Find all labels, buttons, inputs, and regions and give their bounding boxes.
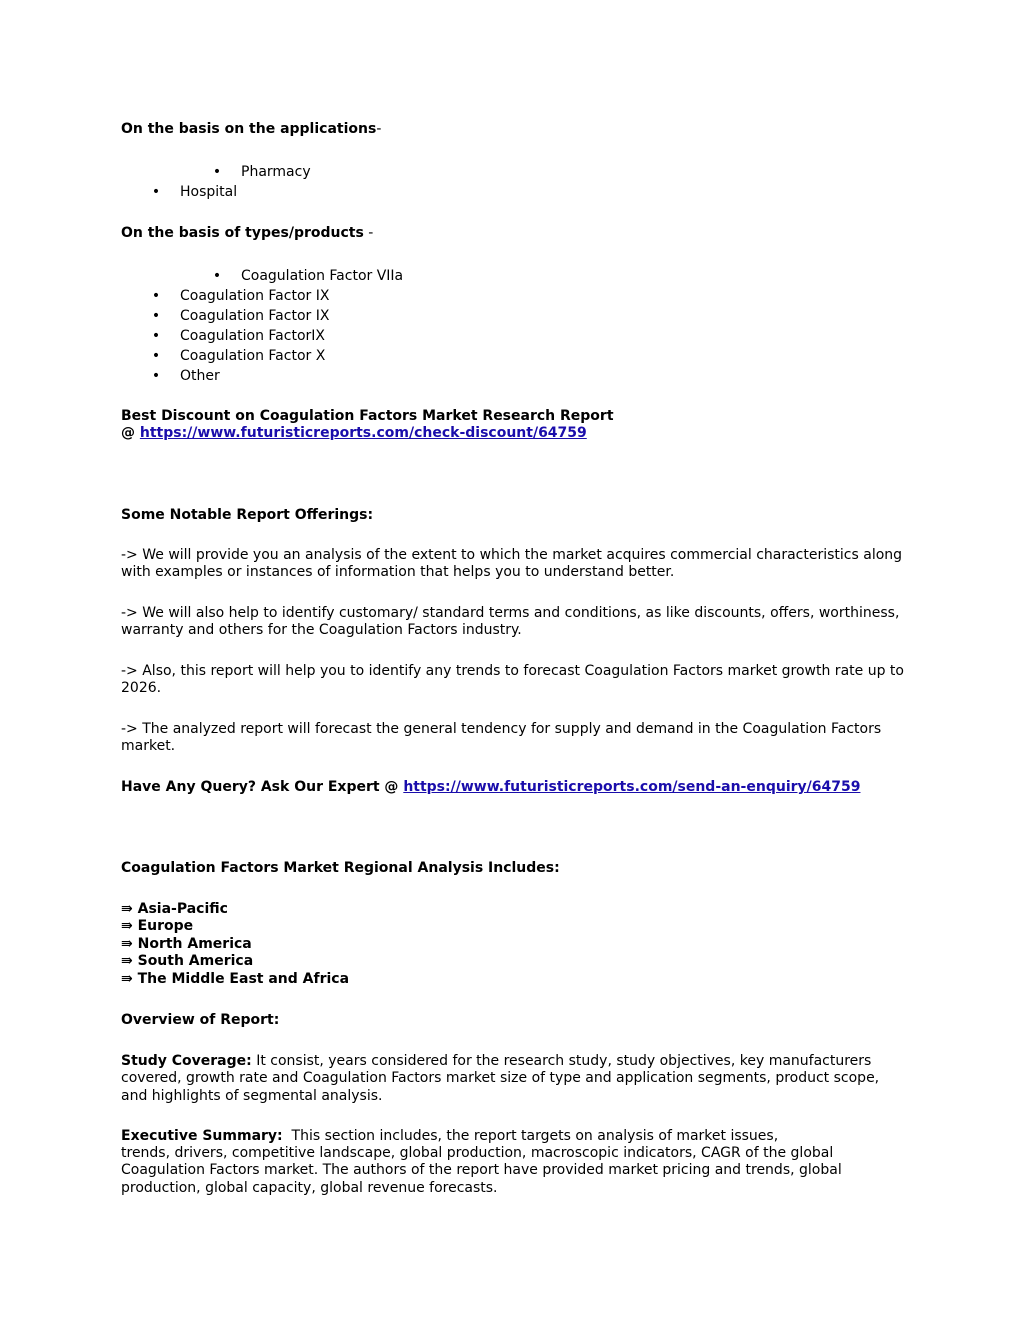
- type-item: Coagulation FactorIX: [180, 328, 325, 344]
- region-item: [121, 953, 253, 970]
- regional-heading: Coagulation Factors Market Regional Analysis Includes:: [121, 860, 560, 876]
- bullet-icon: •: [151, 288, 161, 304]
- executive-summary-text: This section includes, the report targets on analysis of market issues,: [282, 1128, 779, 1144]
- double-arrow-icon: ⇛: [121, 971, 133, 987]
- type-item: Coagulation Factor IX: [180, 308, 330, 324]
- types-heading-suffix: -: [363, 225, 374, 241]
- study-coverage-text: It consist, years considered for the research study, study objectives, key manufacturers covered, growth rate and Coagulation Factors market size of type and application segments, product scope, and highlights of segmental analysis.: [121, 1053, 880, 1104]
- double-arrow-icon: ⇛: [121, 918, 133, 934]
- type-item: Coagulation Factor IX: [180, 288, 330, 304]
- region-label: South America: [137, 953, 254, 969]
- applications-heading-suffix: -: [376, 121, 382, 137]
- executive-summary-paragraph: trends, drivers, competitive landscape, global production, macroscopic indicators, CAGR of the global Coagulation Factors market. The authors of the report have provided market pricing and trends, global production, global capacity, global revenue forecasts.: [121, 1145, 842, 1196]
- query-label: Have Any Query? Ask Our Expert @: [121, 779, 404, 795]
- bullet-icon: •: [212, 164, 222, 180]
- bullet-icon: •: [151, 308, 161, 324]
- region-item: [121, 918, 193, 935]
- double-arrow-icon: ⇛: [121, 936, 133, 952]
- discount-link[interactable]: https://www.futuristicreports.com/check-discount/64759: [139, 425, 587, 441]
- enquiry-link[interactable]: https://www.futuristicreports.com/send-an-enquiry/64759: [403, 779, 861, 795]
- bullet-icon: •: [212, 268, 222, 284]
- type-item: Other: [180, 368, 220, 384]
- discount-at: @: [121, 425, 140, 441]
- region-label: Asia-Pacific: [137, 901, 228, 917]
- application-item: Pharmacy: [241, 164, 311, 180]
- region-label: The Middle East and Africa: [137, 971, 350, 987]
- region-item: [121, 971, 349, 988]
- application-item: Hospital: [180, 184, 238, 200]
- query-line: [121, 779, 860, 796]
- study-coverage-paragraph: [121, 1053, 906, 1105]
- types-heading-text: On the basis of types/products: [121, 225, 364, 241]
- applications-heading: [121, 121, 381, 138]
- offering-item: -> We will provide you an analysis of the extent to which the market acquires commercial characteristics along with examples or instances of information that helps you to understand better.: [121, 547, 903, 581]
- executive-summary-line: [121, 1128, 906, 1145]
- double-arrow-icon: ⇛: [121, 901, 133, 917]
- executive-summary-label: Executive Summary:: [121, 1128, 283, 1144]
- double-arrow-icon: ⇛: [121, 953, 133, 969]
- region-label: North America: [137, 936, 252, 952]
- bullet-icon: •: [151, 184, 161, 200]
- discount-link-line: [121, 425, 587, 442]
- region-item: [121, 901, 228, 918]
- study-coverage-label: Study Coverage:: [121, 1053, 252, 1069]
- type-item: Coagulation Factor VIIa: [241, 268, 404, 284]
- bullet-icon: •: [151, 328, 161, 344]
- offering-item: -> We will also help to identify customary/ standard terms and conditions, as like discounts, offers, worthiness, warranty and others for the Coagulation Factors industry.: [121, 605, 900, 639]
- bullet-icon: •: [151, 368, 161, 384]
- bullet-icon: •: [151, 348, 161, 364]
- offerings-heading: Some Notable Report Offerings:: [121, 507, 374, 523]
- applications-heading-text: On the basis on the applications: [121, 121, 377, 137]
- offering-item: -> The analyzed report will forecast the general tendency for supply and demand in the Coagulation Factors market.: [121, 721, 882, 755]
- offering-item: -> Also, this report will help you to identify any trends to forecast Coagulation Factors market growth rate up to 2026.: [121, 663, 904, 697]
- overview-heading: Overview of Report:: [121, 1012, 280, 1028]
- type-item: Coagulation Factor X: [180, 348, 326, 364]
- region-item: [121, 936, 252, 953]
- types-heading: [121, 225, 373, 242]
- region-label: Europe: [137, 918, 194, 934]
- discount-title: Best Discount on Coagulation Factors Market Research Report: [121, 408, 614, 424]
